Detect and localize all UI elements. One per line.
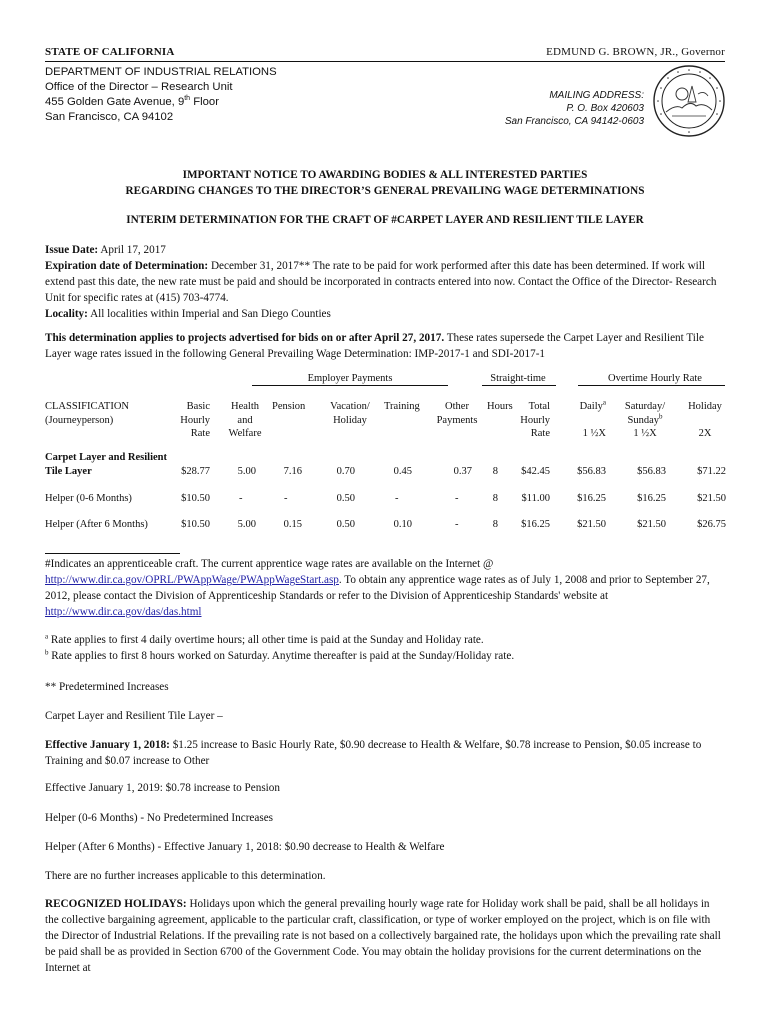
table-cell: $10.50 bbox=[181, 519, 210, 530]
table-cell: 0.45 bbox=[393, 466, 412, 477]
no-further-increases: There are no further increases applicable to this determination. bbox=[45, 870, 326, 882]
table-cell: - bbox=[395, 493, 399, 504]
table-cell: 0.10 bbox=[393, 519, 412, 530]
helper-after-6-increase: Helper (After 6 Months) - Effective January 1, 2018: $0.90 decrease to Health & Welfare bbox=[45, 841, 445, 853]
predetermined-heading: ** Predetermined Increases bbox=[45, 681, 169, 693]
mailing-address bbox=[505, 89, 644, 128]
col-basic: Basic Hourly Rate bbox=[180, 401, 210, 439]
apprentice-note: #Indicates an apprenticeable craft. The current apprentice wage rates are available on the Internet @ http://www.dir.ca.gov/OPRL/PWAppWage/PWAppWageStart.asp. To obtain any apprentice wage rates as of July 1, 2008 and prior to September 27, 2012, please contact the Division of Apprenticeship Standards or refer to the Division of Apprenticeship Standards' website at http://www.dir.ca.gov/das/das.html bbox=[45, 558, 710, 618]
col-vacation: Vacation/ Holiday bbox=[330, 401, 370, 426]
table-cell: $10.50 bbox=[181, 493, 210, 504]
issue-date-label: Issue Date: bbox=[45, 244, 99, 256]
overtime-header: Overtime Hourly Rate bbox=[608, 373, 702, 384]
employer-payments-rule bbox=[252, 385, 448, 386]
table-cell: $42.45 bbox=[521, 466, 550, 477]
mailing-label: MAILING ADDRESS: bbox=[549, 90, 644, 101]
table-cell: $26.75 bbox=[697, 519, 726, 530]
notice-title: IMPORTANT NOTICE TO AWARDING BODIES & ALL INTERESTED PARTIES REGARDING CHANGES TO THE DIRECTOR’S GENERAL PREVAILING WAGE DETERMINATIONS bbox=[125, 169, 645, 197]
footnote-a: $^a$ Rate applies to first 4 daily overtime hours; all other time is paid at the Sunday and Holiday rate. bbox=[45, 632, 484, 646]
effective-2018: Effective January 1, 2018: $1.25 increase to Basic Hourly Rate, $0.90 decrease to Health & Welfare, $0.78 increase to Pension, $0.05 increase to Training and $0.07 increase to Other bbox=[45, 739, 702, 767]
table-cell: 0.37 bbox=[453, 466, 472, 477]
footnote-rule bbox=[45, 553, 180, 554]
table-cell: - bbox=[284, 493, 288, 504]
header-rule bbox=[45, 61, 725, 62]
table-cell: $16.25 bbox=[637, 493, 666, 504]
table-cell: 8 bbox=[492, 493, 498, 504]
department-name: DEPARTMENT OF INDUSTRIAL RELATIONS bbox=[45, 66, 277, 78]
col-training: Training bbox=[384, 401, 420, 412]
straight-time-rule bbox=[482, 385, 556, 386]
city-address: San Francisco, CA 94102 bbox=[45, 111, 174, 123]
helper-0-6-increase: Helper (0-6 Months) - No Predetermined Increases bbox=[45, 812, 274, 824]
table-cell: $21.50 bbox=[577, 519, 606, 530]
das-website-link[interactable]: http://www.dir.ca.gov/das/das.html bbox=[45, 606, 202, 618]
locality-value: All localities within Imperial and San Diego Counties bbox=[87, 308, 331, 320]
col-health: Health and Welfare bbox=[228, 401, 262, 439]
craft-heading: Carpet Layer and Resilient Tile Layer – bbox=[45, 710, 223, 722]
table-cell: $71.22 bbox=[697, 466, 726, 477]
col-hours: Hours bbox=[487, 401, 513, 412]
col-classification: CLASSIFICATION (Journeyperson) bbox=[45, 401, 130, 426]
table-cell: 0.70 bbox=[336, 466, 355, 477]
mailing-box: P. O. Box 420603 bbox=[566, 103, 644, 114]
street-address: 455 Golden Gate Avenue, 9th Floor bbox=[45, 95, 219, 108]
governor-name: EDMUND G. BROWN, JR., Governor bbox=[546, 46, 725, 58]
footnote-b: $^b$ Rate applies to first 8 hours worked on Saturday. Anytime thereafter is paid at the Sunday/Holiday rate. bbox=[45, 648, 515, 662]
effective-2019: Effective January 1, 2019: $0.78 increase to Pension bbox=[45, 782, 280, 794]
table-cell: $16.25 bbox=[521, 519, 550, 530]
col-saturday: Saturday/ Sunday$^b$ 1 ½X bbox=[624, 401, 666, 439]
table-cell: $56.83 bbox=[577, 466, 606, 477]
table-cell: 5.00 bbox=[237, 466, 256, 477]
col-holiday: Holiday 2X bbox=[688, 401, 722, 439]
table-cell: $56.83 bbox=[637, 466, 666, 477]
expiration-label: Expiration date of Determination: bbox=[45, 260, 209, 272]
table-cell: $11.00 bbox=[521, 493, 550, 504]
recognized-holidays: RECOGNIZED HOLIDAYS: Holidays upon which the general prevailing hourly wage rate for Holiday work shall be paid, shall be all holidays in the collective bargaining agreement, applicable to the particular craft, classification, or type of worker employed on the project, which is on file with the Director of Industrial Relations. If the prevailing rate is not based on a collectively bargained rate, the holidays upon which the prevailing rate shall be paid shall be as provided in Section 6700 of the Government Code. You may obtain the holiday provisions for the current determinations on the Internet at bbox=[45, 898, 721, 974]
table-cell: 0.50 bbox=[336, 519, 355, 530]
table-cell: 8 bbox=[492, 466, 498, 477]
issue-info bbox=[45, 242, 725, 322]
apprentice-wage-link[interactable]: http://www.dir.ca.gov/OPRL/PWAppWage/PWAppWageStart.asp bbox=[45, 574, 339, 586]
row-helper-after-6-name: Helper (After 6 Months) bbox=[45, 519, 148, 530]
col-total: Total Hourly Rate bbox=[520, 401, 550, 439]
state-name: STATE OF CALIFORNIA bbox=[45, 46, 175, 58]
table-cell: 8 bbox=[492, 519, 498, 530]
locality-label: Locality: bbox=[45, 308, 88, 320]
table-cell: - bbox=[239, 493, 243, 504]
col-pension: Pension bbox=[272, 401, 306, 412]
office-name: Office of the Director – Research Unit bbox=[45, 81, 233, 93]
expiration-text: December 31, 2017** The rate to be paid for work performed after this date has been determined. If work will extend past this date, the new rate must be paid and should be incorporated in contracts entered into now. Contact the Office of the Director- Research Unit for specific rates at (415) 703-4774. bbox=[45, 260, 717, 304]
department-block bbox=[45, 65, 277, 125]
table-cell: $16.25 bbox=[577, 493, 606, 504]
col-daily: Daily$^a$ 1 ½X bbox=[579, 398, 606, 439]
table-cell: $28.77 bbox=[181, 466, 210, 477]
issue-date-value: April 17, 2017 bbox=[98, 244, 166, 256]
employer-payments-header: Employer Payments bbox=[307, 373, 393, 384]
table-cell: 7.16 bbox=[283, 466, 302, 477]
mailing-city: San Francisco, CA 94142-0603 bbox=[504, 116, 644, 127]
overtime-rule bbox=[578, 385, 725, 386]
table-cell: $21.50 bbox=[697, 493, 726, 504]
determination-title: INTERIM DETERMINATION FOR THE CRAFT OF #CARPET LAYER AND RESILIENT TILE LAYER bbox=[126, 214, 644, 226]
table-cell: 5.00 bbox=[237, 519, 256, 530]
table-cell: 0.15 bbox=[283, 519, 302, 530]
applies-paragraph: This determination applies to projects advertised for bids on or after April 27, 2017. These rates supersede the Carpet Layer and Resilient Tile Layer wage rates issued in the following General Prevailing Wage Determination: IMP-2017-1 and SDI-2017-1 bbox=[45, 332, 704, 360]
table-cell: 0.50 bbox=[336, 493, 355, 504]
row-carpet-layer-name: Carpet Layer and Resilient Tile Layer bbox=[45, 452, 168, 477]
state-seal-icon bbox=[652, 64, 726, 138]
table-cell: - bbox=[455, 493, 459, 504]
table-cell: - bbox=[455, 519, 459, 530]
table-cell: $21.50 bbox=[637, 519, 666, 530]
row-helper-0-6-name: Helper (0-6 Months) bbox=[45, 493, 132, 504]
col-other: Other Payments bbox=[436, 401, 478, 426]
straight-time-header: Straight-time bbox=[490, 373, 546, 384]
